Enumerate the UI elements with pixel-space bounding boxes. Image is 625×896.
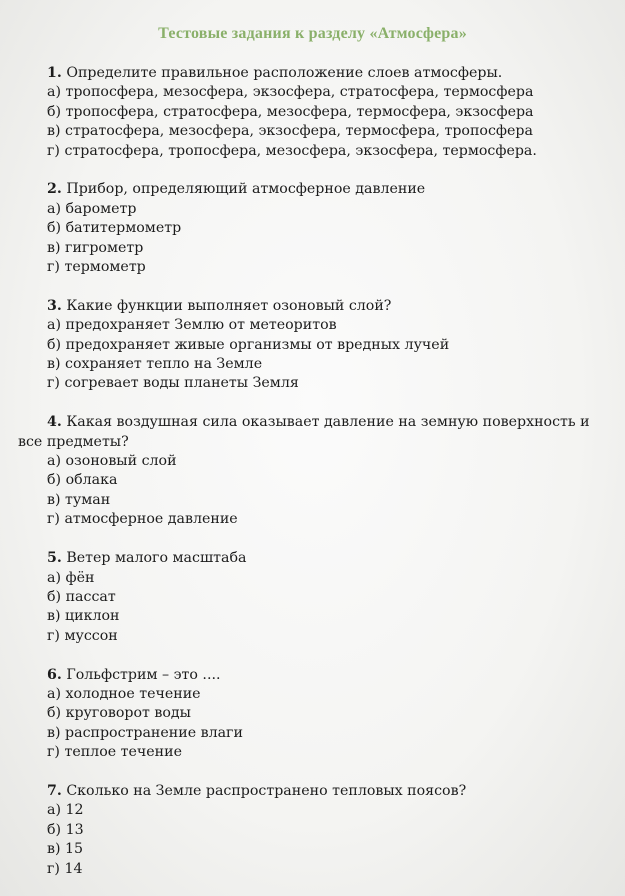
question-number: 5. (47, 550, 62, 567)
spacer (18, 161, 608, 180)
answer-option: а) озоновый слой (47, 453, 177, 470)
question-label: Прибор, определяющий атмосферное давление (66, 181, 426, 198)
answer-option: б) круговорот воды (47, 705, 191, 722)
answer-option: в) туман (47, 491, 111, 508)
answer-option: б) 13 (47, 821, 84, 838)
answer-option: г) муссон (47, 627, 118, 644)
answer-option: в) циклон (47, 608, 120, 625)
spacer (18, 394, 608, 413)
question-number: 7. (47, 782, 62, 799)
answer-option: в) стратосфера, мезосфера, экзосфера, термосфера, тропосфера (47, 123, 533, 140)
question-5 (18, 549, 608, 646)
answer-option: а) предохраняет Землю от метеоритов (47, 317, 337, 334)
answer-option: г) атмосферное давление (47, 511, 238, 528)
answer-option: б) облака (47, 472, 118, 489)
answer-option: в) 15 (47, 841, 84, 858)
question-text (18, 666, 608, 685)
question-text (18, 549, 608, 568)
question-label: Гольфстрим – это .... (66, 666, 221, 683)
question-number: 6. (47, 666, 62, 683)
question-7 (18, 782, 608, 879)
answer-option: б) пассат (47, 588, 116, 605)
test-questions (18, 64, 608, 879)
question-label: Сколько на Земле распространено тепловых поясов? (66, 782, 467, 799)
answer-option: а) фён (47, 569, 95, 586)
page-title: Тестовые задания к разделу «Атмосфера» (158, 25, 467, 42)
question-text (18, 413, 608, 452)
question-label: Какие функции выполняет озоновый слой? (66, 297, 392, 314)
question-text (18, 64, 608, 83)
spacer (18, 763, 608, 782)
answer-option: г) 14 (47, 860, 83, 877)
spacer (18, 646, 608, 665)
answer-option: в) сохраняет тепло на Земле (47, 356, 263, 373)
answer-option: в) гигрометр (47, 239, 144, 256)
answer-option: г) согревает воды планеты Земля (47, 375, 299, 392)
question-3 (18, 297, 608, 394)
answer-option: г) стратосфера, тропосфера, мезосфера, экзосфера, термосфера. (47, 142, 537, 159)
question-6 (18, 666, 608, 763)
question-2 (18, 180, 608, 277)
question-text (18, 180, 608, 199)
question-number: 1. (47, 65, 62, 81)
answer-option: б) предохраняет живые организмы от вредных лучей (47, 336, 450, 353)
answer-option: а) холодное течение (47, 685, 201, 702)
answer-option: г) термометр (47, 259, 146, 276)
answer-option: в) распространение влаги (47, 724, 243, 741)
question-label: Какая воздушная сила оказывает давление на земную поверхность и все предметы? (18, 414, 590, 450)
question-label: Ветер малого масштаба (66, 550, 247, 567)
question-number: 2. (47, 181, 62, 198)
question-text (18, 297, 608, 316)
answer-option: б) батитермометр (47, 220, 182, 237)
answer-option: а) тропосфера, мезосфера, экзосфера, стратосфера, термосфера (47, 84, 534, 101)
answer-option: а) 12 (47, 802, 84, 819)
answer-option: г) теплое течение (47, 744, 182, 761)
question-number: 4. (47, 414, 62, 431)
question-1 (18, 64, 608, 161)
question-number: 3. (47, 297, 62, 314)
question-4 (18, 413, 608, 529)
question-label: Определите правильное расположение слоев атмосферы. (66, 65, 503, 81)
question-text (18, 782, 608, 801)
answer-option: а) барометр (47, 200, 137, 217)
spacer (18, 277, 608, 296)
spacer (18, 530, 608, 549)
answer-option: б) тропосфера, стратосфера, мезосфера, термосфера, экзосфера (47, 103, 534, 120)
